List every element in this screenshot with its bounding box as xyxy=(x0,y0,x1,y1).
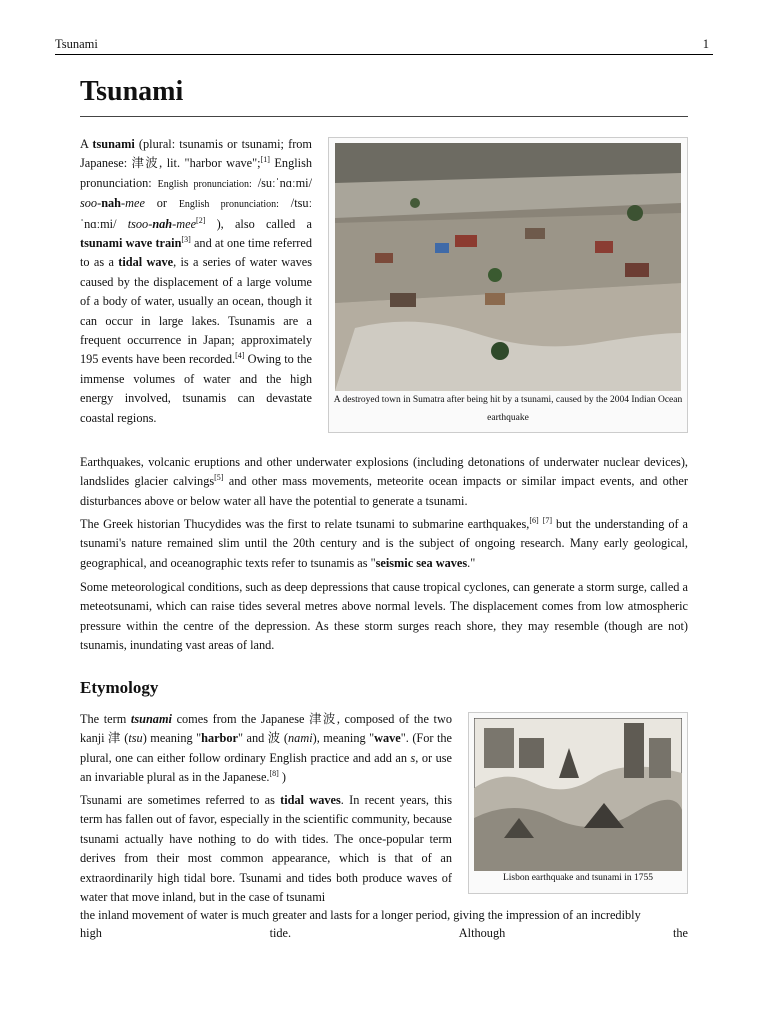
page-title: Tsunami xyxy=(80,76,688,117)
figure-sumatra xyxy=(328,137,688,433)
figure-lisbon xyxy=(468,712,688,894)
ref-7[interactable]: [7] xyxy=(542,515,553,525)
term-tidal-waves: tidal waves xyxy=(280,793,341,807)
term-tsunami-wave-train: tsunami wave train xyxy=(80,236,182,251)
ref-2[interactable]: [2] xyxy=(196,215,206,225)
ref-1[interactable]: [1] xyxy=(260,155,270,165)
figure-caption: A destroyed town in Sumatra after being hit by a tsunami, caused by the 2004 Indian Ocean earthquake xyxy=(333,395,683,423)
justified-last-line: high tide. Although the xyxy=(80,926,688,940)
section-heading-etymology: Etymology xyxy=(80,678,159,697)
ref-8[interactable]: [8] xyxy=(269,769,279,779)
paragraph-tidal-waves: Tsunami are sometimes referred to as tidal waves. In recent years, this term has fallen out of favor, especially in the scientific community, because tsunami actually have nothing to do with tides. The once-popular term derives from their most common appearance, which is that of an extraordinarily high tidal bore. Tsunami and tides both produce waves of water that move inland, but in the case of tsunami xyxy=(80,793,452,905)
paragraph-causes: Earthquakes, volcanic eruptions and other underwater explosions (including detonations of underwater nuclear devices), landslides glacier calvings[5] and other mass movements, meteorite ocean impacts or similar impact events, and other disturbances above or below water all have the potential to generate a tsunami. xyxy=(80,455,688,508)
paragraph-etymology-term: The term tsunami comes from the Japanese 津波, composed of the two kanji 津 (tsu) meaning "harbor" and 波 (nami), meaning "wave". (For the plural, one can either follow ordinary English practice and add an s, or use an invariable plural as in the Japanese.[8] ) xyxy=(80,712,452,785)
paragraph-tidal-waves-continued: the inland movement of water is much greater and lasts for a longer period, giving the impression of an incredibly xyxy=(80,908,641,922)
term-tsunami: tsunami xyxy=(92,137,135,151)
ref-5[interactable]: [5] xyxy=(214,473,224,483)
term-tsunami-italic: tsunami xyxy=(130,712,172,726)
page-number: 1 xyxy=(702,37,709,51)
running-header-title: Tsunami xyxy=(55,37,98,51)
lisbon-engraving xyxy=(474,718,682,871)
figure-caption: Lisbon earthquake and tsunami in 1755 xyxy=(502,873,654,883)
term-seismic-sea-waves: seismic sea waves xyxy=(375,555,468,570)
sumatra-photo xyxy=(335,143,681,391)
ref-3[interactable]: [3] xyxy=(181,234,191,244)
ref-6[interactable]: [6] xyxy=(529,515,539,525)
running-header xyxy=(55,36,713,55)
paragraph-history: The Greek historian Thucydides was the first to relate tsunami to submarine earthquakes,[6] [7] but the understanding of a tsunami's nature remained slim until the 20th century and is the subject of ongoing research. Many early geological, geographical, and oceanographic texts refer to tsunamis as "seismic sea waves." xyxy=(80,515,689,570)
term-tidal-wave: tidal wave xyxy=(118,255,174,270)
paragraph-meteotsunami: Some meteorological conditions, such as deep depressions that cause tropical cyclones, can generate a storm surge, called a meteotsunami, which can raise tides several metres above normal levels. The displacement comes from low atmospheric pressure within the centre of the depression. As these storm surges reach shore, they may resemble (though are not) tsunamis, inundating vast areas of land. xyxy=(80,580,688,653)
ref-4[interactable]: [4] xyxy=(235,351,245,361)
intro-paragraph: A tsunami (plural: tsunamis or tsunami; from Japanese: 津波, lit. "harbor wave";[1] English pronunciation: English pronunciation: /suːˈnɑːmi/ soo-nah-mee or English pronunciation: /tsuːˈnɑːmi/ tsoo-nah-mee[2] ), also called a tsunami wave train[3] and at one time referred to as a tidal wave, is a series of water waves caused by the displacement of a large volume of a body of water, usually an ocean, though it can occur in large lakes. Tsunamis are a frequent occurrence in Japan; approximately 195 events have been recorded.[4] Owing to the immense volumes of water and the high energy involved, tsunamis can devastate coastal regions. xyxy=(80,137,312,425)
